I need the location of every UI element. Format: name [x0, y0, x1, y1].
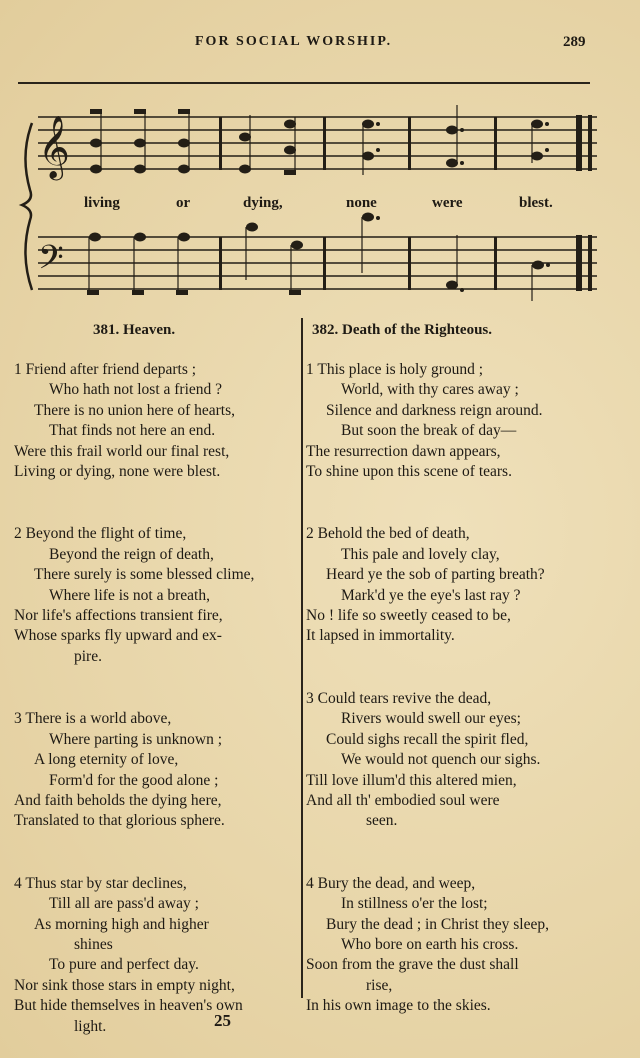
- hymn-title: 381. Heaven.: [93, 322, 176, 338]
- stanza: [306, 689, 606, 832]
- verse-line: No ! life so sweetly ceased to be,: [306, 607, 511, 625]
- verse-line: That finds not here an end.: [49, 422, 216, 440]
- hymn-title: 382. Death of the Righteous.: [312, 322, 492, 338]
- lyric-word: living: [84, 195, 120, 211]
- verse-line: In stillness o'er the lost;: [341, 895, 488, 913]
- verse-line: 1 Friend after friend departs ;: [14, 361, 197, 378]
- stanza: [14, 524, 299, 667]
- verse-line: Nor sink those stars in empty night,: [14, 976, 235, 994]
- hymn-body: [14, 360, 299, 1037]
- verse-line: But soon the break of day—: [341, 422, 517, 440]
- verse-line: 2 Beyond the flight of time,: [14, 525, 187, 543]
- verse-line: seen.: [366, 812, 398, 830]
- verse-line: Heard ye the sob of parting breath?: [326, 566, 545, 584]
- verse-line: Rivers would swell our eyes;: [341, 710, 521, 728]
- verse-line: It lapsed in immortality.: [306, 627, 455, 645]
- verse-line: World, with thy cares away ;: [341, 381, 519, 399]
- verse-line: There is no union here of hearts,: [34, 401, 236, 419]
- verse-line: Beyond the reign of death,: [49, 545, 214, 563]
- verse-line: 1 This place is holy ground ;: [306, 361, 484, 378]
- svg-text:𝄢: 𝄢: [38, 239, 64, 285]
- verse-line: In his own image to the skies.: [306, 997, 491, 1015]
- music-score: [0, 95, 640, 305]
- verse-line: Bury the dead ; in Christ they sleep,: [326, 915, 549, 933]
- lyric-word: or: [176, 195, 191, 211]
- verse-line: As morning high and higher: [34, 915, 209, 933]
- verse-line: Soon from the grave the dust shall: [306, 956, 519, 974]
- verse-line: And faith beholds the dying here,: [14, 791, 222, 809]
- verse-line: Mark'd ye the eye's last ray ?: [341, 586, 521, 604]
- verse-line: Were this frail world our final rest,: [14, 442, 230, 460]
- stanza: [306, 360, 606, 482]
- verse-line: 4 Bury the dead, and weep,: [306, 874, 476, 892]
- stanza: [14, 360, 299, 482]
- lyric-word: were: [432, 195, 463, 211]
- lyric-word: blest.: [519, 195, 553, 211]
- lyric-word: dying,: [243, 195, 283, 211]
- verse-line: 3 There is a world above,: [14, 710, 172, 728]
- verse-line: Whose sparks fly upward and ex-: [14, 627, 222, 645]
- verse-line: Who bore on earth his cross.: [341, 935, 519, 953]
- verse-line: 4 Thus star by star declines,: [14, 874, 187, 892]
- stanza: [306, 874, 606, 1017]
- verse-line: Who hath not lost a friend ?: [49, 381, 223, 399]
- stanza: [14, 874, 299, 1037]
- hymn-body: [306, 360, 606, 1017]
- lyric-word: none: [346, 195, 377, 211]
- verse-line: But hide themselves in heaven's own: [14, 997, 243, 1015]
- column-divider: [301, 318, 303, 998]
- hymn-381: [14, 318, 299, 1037]
- verse-line: This pale and lovely clay,: [341, 545, 500, 563]
- verse-line: To shine upon this scene of tears.: [306, 463, 512, 481]
- verse-line: shines: [74, 935, 113, 953]
- header-rule: [18, 82, 590, 84]
- verse-line: To pure and perfect day.: [49, 956, 199, 974]
- verse-line: The resurrection dawn appears,: [306, 442, 501, 460]
- running-head: [0, 34, 640, 58]
- verse-line: Translated to that glorious sphere.: [14, 812, 225, 830]
- verse-line: pire.: [74, 647, 102, 665]
- verse-line: Where parting is unknown ;: [49, 730, 223, 748]
- verse-line: 3 Could tears revive the dead,: [306, 689, 492, 707]
- verse-line: Silence and darkness reign around.: [326, 401, 543, 419]
- stanza: [306, 524, 606, 646]
- verse-line: Till all are pass'd away ;: [49, 895, 199, 913]
- verse-line: There surely is some blessed clime,: [34, 566, 255, 584]
- verse-line: Till love illum'd this altered mien,: [306, 771, 517, 789]
- svg-text:𝄞: 𝄞: [38, 115, 70, 178]
- verse-line: rise,: [366, 976, 393, 994]
- verse-line: And all th' embodied soul were: [306, 791, 500, 809]
- verse-line: light.: [74, 1017, 107, 1035]
- verse-line: Where life is not a breath,: [49, 586, 210, 604]
- stanza: [14, 709, 299, 831]
- verse-line: We would not quench our sighs.: [341, 751, 541, 769]
- verse-line: A long eternity of love,: [34, 751, 179, 769]
- running-title: FOR SOCIAL WORSHIP.: [195, 34, 393, 49]
- verse-line: 2 Behold the bed of death,: [306, 525, 470, 543]
- verse-line: Living or dying, none were blest.: [14, 463, 221, 481]
- verse-line: Nor life's affections transient fire,: [14, 607, 223, 625]
- page-number: 289: [563, 34, 586, 50]
- hymn-382: [306, 318, 606, 1017]
- signature-mark: 25: [214, 1011, 231, 1030]
- verse-line: Form'd for the good alone ;: [49, 771, 219, 789]
- verse-line: Could sighs recall the spirit fled,: [326, 730, 529, 748]
